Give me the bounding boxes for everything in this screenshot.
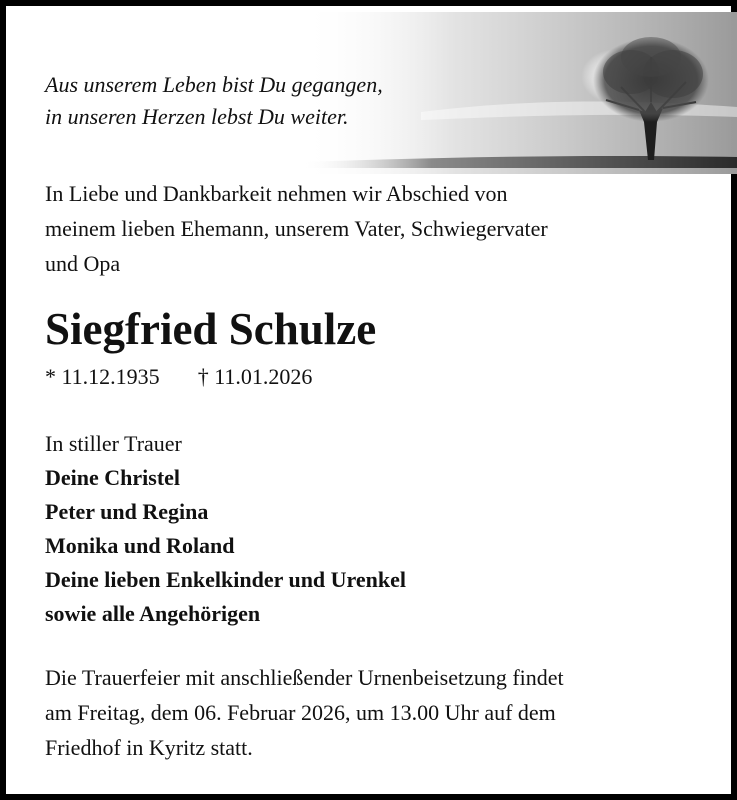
funeral-line: Friedhof in Kyritz statt. xyxy=(45,735,253,760)
funeral-line: Die Trauerfeier mit anschließender Urnenbeisetzung findet xyxy=(45,665,564,690)
life-dates xyxy=(45,361,312,393)
mourners-intro: In stiller Trauer xyxy=(45,431,182,456)
death-date: † 11.01.2026 xyxy=(197,364,313,389)
funeral-line: am Freitag, dem 06. Februar 2026, um 13.00 Uhr auf dem xyxy=(45,700,556,725)
birth-date: * 11.12.1935 xyxy=(45,364,160,389)
motto xyxy=(45,69,383,133)
motto-line: in unseren Herzen lebst Du weiter. xyxy=(45,104,349,129)
mourner-name: Deine lieben Enkelkinder und Urenkel xyxy=(45,567,407,592)
deceased-name: Siegfried Schulze xyxy=(45,304,377,354)
funeral-info xyxy=(45,660,564,765)
mourner-name: Deine Christel xyxy=(45,465,181,490)
intro-line: In Liebe und Dankbarkeit nehmen wir Abschied von xyxy=(45,181,508,206)
mourner-name: Monika und Roland xyxy=(45,533,235,558)
intro-text xyxy=(45,176,548,281)
mourners-list xyxy=(45,427,406,631)
intro-line: und Opa xyxy=(45,251,121,276)
mourner-name: Peter und Regina xyxy=(45,499,209,524)
motto-line: Aus unserem Leben bist Du gegangen, xyxy=(45,72,383,97)
mourner-name: sowie alle Angehörigen xyxy=(45,601,261,626)
intro-line: meinem lieben Ehemann, unserem Vater, Schwiegervater xyxy=(45,216,548,241)
